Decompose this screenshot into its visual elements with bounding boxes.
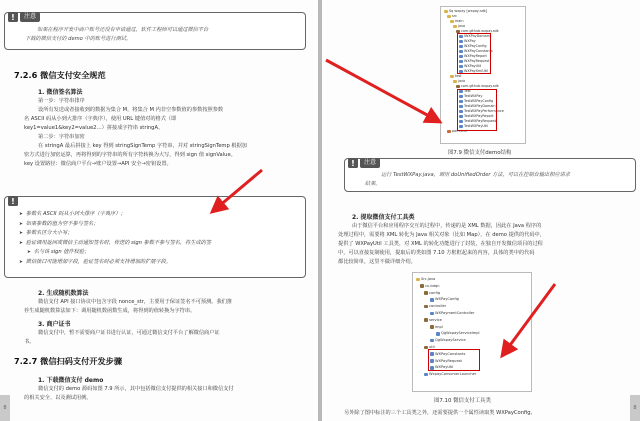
tree-item: WxpayConsumerLauncher (416, 371, 480, 378)
tree-item: WXPayRequest (444, 59, 504, 64)
tree-item: WXPayRequest (416, 358, 480, 365)
page-tab: 8 (0, 395, 10, 421)
tree-item: WXPayUtil (416, 364, 480, 371)
tree-item: util (416, 344, 480, 351)
tree-item: WXPaymentController (416, 310, 480, 317)
rules-note-box (4, 196, 306, 278)
subheading-tool-class: 2. 提取微信支付工具类 (352, 214, 415, 221)
tree-item: controller (416, 303, 480, 310)
tree-item: QgWxpayService (416, 337, 480, 344)
body-line: 名 ASCII 码从小到大排序（字典序），使用 URL 键值对的格式（即 (24, 116, 177, 122)
tree-item: WXPayConfig (444, 44, 504, 49)
tree-item: WXPayUtil (444, 64, 504, 69)
highlight-box (428, 349, 480, 371)
highlight-box (457, 89, 497, 131)
java-file-icon (430, 339, 434, 343)
package-icon (420, 284, 424, 288)
tree-item: impl (416, 324, 480, 331)
folder-icon (416, 278, 420, 282)
note-box-top (4, 12, 306, 50)
rule-item: ➤ 微信接口可能增加字段，验证签名时必须支持增加的扩展字段。 (19, 258, 211, 268)
package-icon (424, 318, 428, 322)
tree-item: TestWXPayDomain (444, 104, 504, 109)
tree-item: Src.java (416, 276, 480, 283)
rule-item-continued: ➤ 名与该 sign 值作校验； (19, 248, 211, 258)
body-line: 微信支付的 demo 源码如图 7.9 所示，其中包括微信支付提供的相关接口和微信支付 (38, 386, 234, 392)
note-label: 注意 (360, 158, 380, 168)
tree-item: WXPayXmlUtil (444, 69, 504, 74)
note-box-right (344, 158, 636, 192)
tree-item: Test (444, 89, 504, 94)
note-header (8, 12, 40, 22)
subheading-random: 2. 生成随机数算法 (38, 290, 89, 297)
body-line: 微信支付中，暂不需要商户证书进行认证，可通过微信支付平台了解微信商户证 (38, 330, 220, 336)
body-line: 都比较简单，这里不做详细介绍。 (338, 259, 416, 265)
body-line: 处理过程中，需要将 XML 转化为 Java 相关对象（比如 Map），在 demo 提供的代码中， (338, 232, 545, 238)
figure-7-10 (412, 272, 532, 392)
body-line: 的相关安全、以及测试用例。 (24, 395, 92, 401)
tree-item: com.github.wxpay.sdk (444, 29, 504, 34)
figure-caption: 图7.10 微信支付工具类 (434, 398, 491, 404)
note-label: 注意 (20, 12, 40, 22)
tree-item: TestWXPayPerformance (444, 109, 504, 114)
java-file-icon (424, 373, 428, 377)
folder-icon (453, 25, 457, 29)
rule-item: ➤ 参数名 ASCII 码从小到大排序（字典序）； (19, 210, 211, 220)
rule-item: ➤ 参数名区分大小写； (19, 229, 211, 239)
java-file-icon (430, 312, 434, 316)
body-line: 设所有发送或者接收到的数据为集合 M，将集合 M 内非空参数值的参数按照参数 (38, 107, 224, 113)
project-icon (444, 10, 448, 14)
tree-item: IWXPayDomain (444, 34, 504, 39)
body-line: 由于微信平台和应用程序交互的过程中，传递的是 XML 数据，因此在 Java 程序的 (352, 223, 542, 229)
right-page (322, 0, 640, 421)
subheading-sign-algorithm: 1. 微信签名算法 (38, 89, 83, 96)
note-line: 运行 TestWXPay.java，调用 doUnifiedOrder 方法，可以在控制台输出相应请求 (381, 172, 570, 178)
section-heading: 7.2.6 微信支付安全规范 (14, 70, 106, 80)
left-page (0, 0, 318, 421)
java-file-icon (436, 332, 440, 336)
body-line: 另外除了图中标注的三个工具类之外，还需要提供一个属性读取类 WXPayConfig, (344, 410, 533, 416)
folder-icon (447, 15, 451, 19)
figure-7-9 (440, 6, 526, 144)
subheading-cert: 3. 商户证书 (38, 321, 71, 328)
tree-item: QgWxpayServiceImpl (416, 330, 480, 337)
subheading-download: 1. 下载微信支付 demo (38, 377, 104, 384)
tree-item: pom.xml (444, 129, 504, 134)
package-icon (430, 325, 434, 329)
body-line: 荐生成随机数算法如下：调用随机数函数生成，将得到的值转换为字符串。 (24, 308, 196, 314)
body-line: 第一步：字符串排序 (38, 98, 85, 104)
tree-item: config (416, 290, 480, 297)
package-icon (424, 346, 428, 350)
tree-item: service (416, 317, 480, 324)
tree-item: java (444, 79, 504, 84)
note-line: 如果在程序开发中商户账号还没有申请通过，软件工程师可以通过微信平台 (37, 27, 209, 33)
tree-item: WXPayConstants (416, 351, 480, 358)
body-line: 提供了 WXPayUtil 工具类，对 XML 的转化功能进行了封装，在独自开发微信项目的过程 (338, 241, 543, 247)
tree-item: test (444, 74, 504, 79)
tree-item: java (444, 24, 504, 29)
warning-icon (8, 12, 18, 22)
tree-item: Sq wxpay [wxpay-sdk] (444, 9, 504, 14)
body-line: 密方式进行加密运算，再将得到的字符串的所有字符转换为大写，得到 sign 值 signValue。 (24, 152, 236, 158)
note-header (8, 196, 18, 206)
tree-item: main (444, 19, 504, 24)
tree-item: WXPayReport (444, 54, 504, 59)
tree-item: com.github.wxpay.sdk (444, 84, 504, 89)
svg-text:!: ! (11, 197, 15, 206)
package-icon (424, 305, 428, 309)
body-line: key 设置路径：微信商户平台→账户设置→API 安全→密钥设置。 (24, 161, 172, 167)
note-header (348, 158, 380, 168)
tree-item: TestWXPayUtil (444, 124, 504, 129)
body-line: 第二步：字符串加密 (38, 134, 85, 140)
rule-item: ➤ 如果参数的值为空不参与签名； (19, 220, 211, 230)
svg-text:!: ! (11, 13, 15, 22)
note-line: 下载的微信支付的 demo 中的账号进行测试。 (25, 36, 132, 42)
tree-item: TestWXPayConfig (444, 99, 504, 104)
tree-item: TestWXPay (444, 94, 504, 99)
body-line: 微信支付 API 接口协议中包含字段 nonce_str，主要用于保证签名不可预测。我们推 (38, 299, 233, 305)
tree-item: TestWXPayRequest (444, 119, 504, 124)
section-heading: 7.2.7 微信扫码支付开发步骤 (14, 356, 123, 366)
java-file-icon (430, 298, 434, 302)
tree-item: src (444, 14, 504, 19)
page-tab: 8 (630, 395, 640, 421)
rules-list (19, 210, 211, 268)
warning-icon (8, 196, 18, 206)
svg-text:!: ! (351, 159, 355, 168)
body-line: key1=value1&key2=value2…）拼接成字符串 stringA。 (24, 125, 164, 131)
warning-icon (348, 158, 358, 168)
body-line: 在 stringA 最后拼接上 key 得到 stringSignTemp 字符串，并对 stringSignTemp 根据加 (38, 143, 247, 149)
folder-icon (450, 75, 454, 79)
folder-icon (453, 80, 457, 84)
package-icon (424, 291, 428, 295)
body-line: 书。 (24, 339, 35, 345)
highlight-box (457, 33, 491, 74)
body-line: 中，可以直接复制使用，提取后的类如图 7.10 方框框起来的内容，具体的类中的代码 (338, 250, 535, 256)
note-line: 结果。 (365, 181, 381, 187)
tree-item: WXPayConfig (416, 296, 480, 303)
xml-file-icon (447, 130, 451, 134)
tree-item: WXPayConstants (444, 49, 504, 54)
folder-icon (450, 20, 454, 24)
tree-item: WXPay (444, 39, 504, 44)
tree-item: cn.bdqn (416, 283, 480, 290)
package-icon (456, 85, 460, 89)
figure-caption: 图7.9 微信支付demo结构 (448, 150, 512, 156)
tree-item: TestWXPayReport (444, 114, 504, 119)
rule-item: ➤ 验证调用返回或微信主动通知签名时，传送的 sign 参数不参与签名，将生成的签 (19, 239, 211, 249)
